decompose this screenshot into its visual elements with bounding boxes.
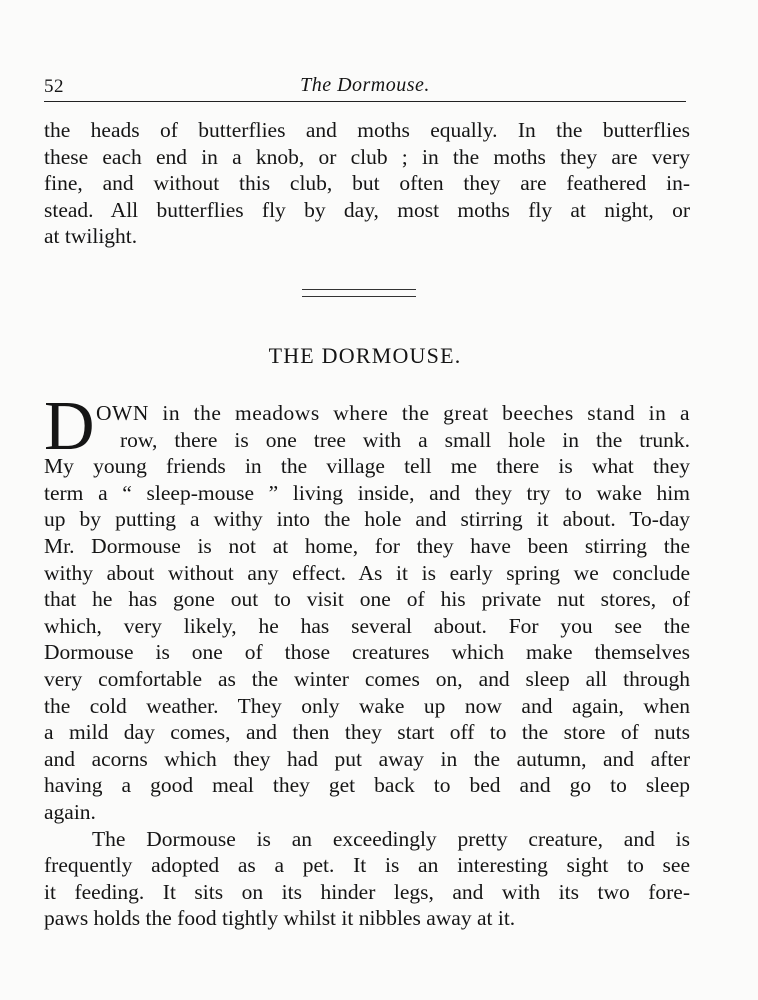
text-line: fine, and without this club, but often they are feathered in- <box>44 171 690 196</box>
text-line: up by putting a withy into the hole and stirring it about. To-day <box>44 507 690 532</box>
running-title: The Dormouse. <box>300 74 430 96</box>
drop-cap: D <box>44 388 95 465</box>
text-line: the heads of butterflies and moths equally. In the butterflies <box>44 118 690 142</box>
text-line: it feeding. It sits on its hinder legs, and with its two fore- <box>44 879 690 904</box>
running-head <box>44 72 686 100</box>
text-line: at twilight. <box>44 224 138 249</box>
text-line: frequently adopted as a pet. It is an interesting sight to see <box>44 853 690 878</box>
text-line <box>44 400 690 427</box>
header-rule <box>44 101 686 102</box>
text-line: Dormouse is one of those creatures which make themselves <box>44 640 690 665</box>
text-line: My young friends in the village tell me there is what they <box>44 454 690 479</box>
section-title: THE DORMOUSE. <box>268 343 462 368</box>
text-line: these each end in a knob, or club ; in the moths they are very <box>44 144 690 169</box>
text-line: again. <box>44 799 96 824</box>
text-line: withy about without any effect. As it is early spring we conclude <box>44 560 690 585</box>
text-line: having a good meal they get back to bed and go to sleep <box>44 773 690 798</box>
text-line: stead. All butterflies fly by day, most moths fly at night, or <box>44 197 690 222</box>
text-line: term a “ sleep-mouse ” living inside, and they try to wake him <box>44 480 690 505</box>
text-line: row, there is one tree with a small hole in the trunk. <box>120 427 690 452</box>
body-paragraph-1 <box>44 400 690 932</box>
page-number: 52 <box>44 76 64 97</box>
intro-paragraph <box>44 117 690 250</box>
text-line: that he has gone out to visit one of his private nut stores, of <box>44 587 690 612</box>
section-divider <box>302 289 416 297</box>
first-line-text: OWN in the meadows where the great beeches stand in a <box>96 401 690 425</box>
text-line: and acorns which they had put away in the autumn, and after <box>44 746 690 771</box>
text-line: the cold weather. They only wake up now and again, when <box>44 693 690 718</box>
text-line: Mr. Dormouse is not at home, for they have been stirring the <box>44 533 690 558</box>
text-line: which, very likely, he has several about. For you see the <box>44 613 690 638</box>
text-line: The Dormouse is an exceedingly pretty creature, and is <box>92 826 690 851</box>
text-line: paws holds the food tightly whilst it nibbles away at it. <box>44 906 516 931</box>
text-line: very comfortable as the winter comes on, and sleep all through <box>44 666 690 691</box>
text-line: a mild day comes, and then they start off to the store of nuts <box>44 720 690 745</box>
